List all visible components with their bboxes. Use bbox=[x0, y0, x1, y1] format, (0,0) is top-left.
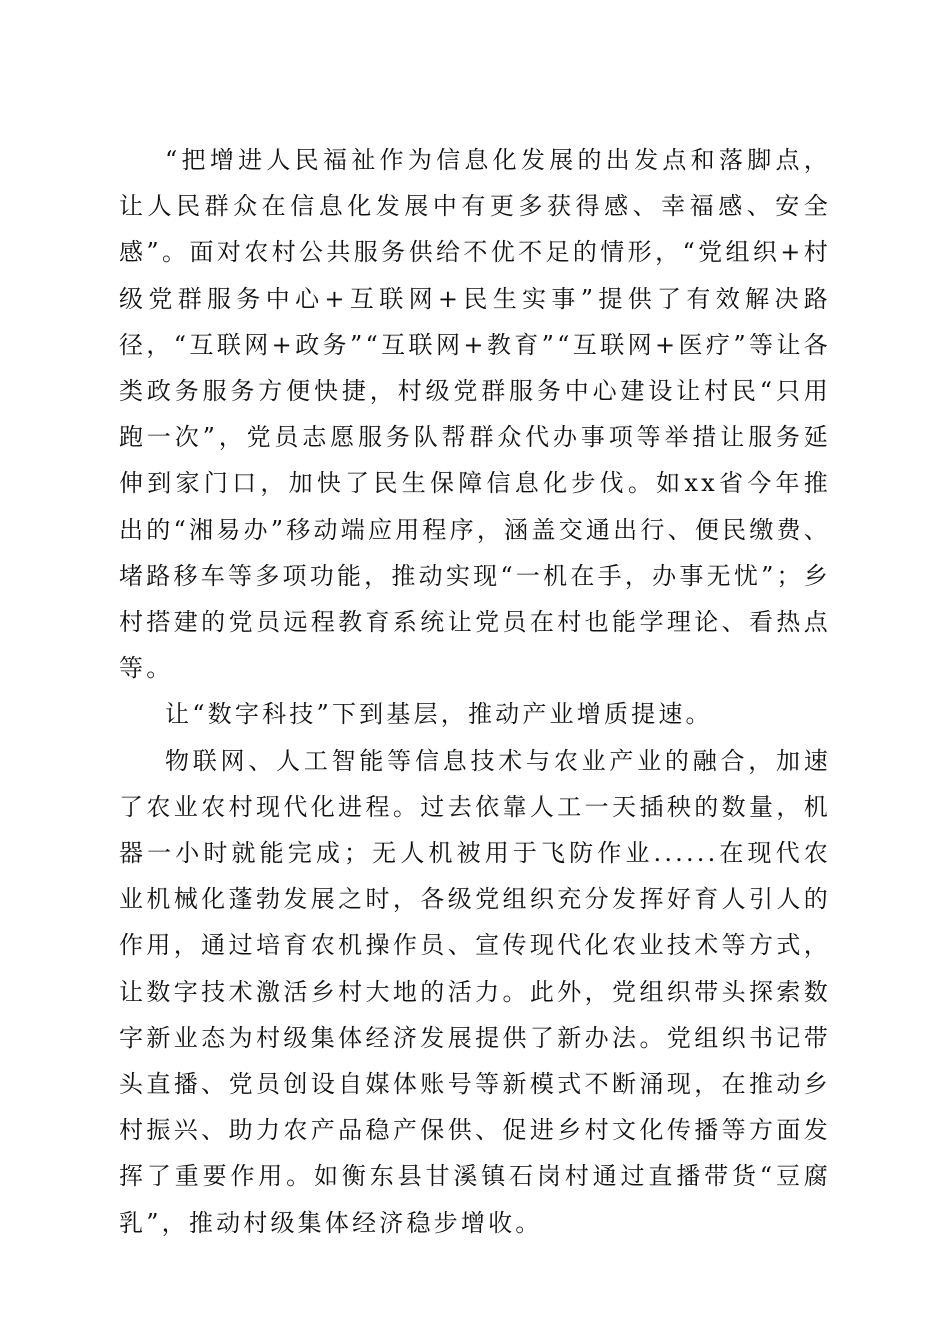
document-body bbox=[119, 137, 831, 1246]
paragraph-industry: 物联网、人工智能等信息技术与农业产业的融合，加速了农业农村现代化进程。过去依靠人工一天插秧的数量，机器一小时就能完成；无人机被用于飞防作业......在现代农业机械化蓬勃发展之时，各级党组织充分发挥好育人引人的作用，通过培育农机操作员、宣传现代化农业技术等方式，让数字技术激活乡村大地的活力。此外，党组织带头探索数字新业态为村级集体经济发展提供了新办法。党组织书记带头直播、党员创设自媒体账号等新模式不断涌现，在推动乡村振兴、助力农产品稳产保供、促进乡村文化传播等方面发挥了重要作用。如衡东县甘溪镇石岗村通过直播带货“豆腐乳”，推动村级集体经济稳步增收。 bbox=[119, 746, 831, 1237]
paragraph-public-services: “把增进人民福祉作为信息化发展的出发点和落脚点，让人民群众在信息化发展中有更多获得感、幸福感、安全感”。面对农村公共服务供给不优不足的情形，“党组织+村级党群服务中心+互联网+民生实事”提供了有效解决路径，“互联网+政务”“互联网+教育”“互联网+医疗”等让各类政务服务方便快捷，村级党群服务中心建设让村民“只用跑一次”，党员志愿服务队帮群众代办事项等举措让服务延伸到家门口，加快了民生保障信息化步伐。如xx省今年推出的“湘易办”移动端应用程序，涵盖交通出行、便民缴费、堵路移车等多项功能，推动实现“一机在手，办事无忧”；乡村搭建的党员远程教育系统让党员在村也能学理论、看热点等。 bbox=[119, 146, 831, 683]
paragraph-heading-digital-tech: 让“数字科技”下到基层，推动产业增质提速。 bbox=[165, 700, 713, 729]
